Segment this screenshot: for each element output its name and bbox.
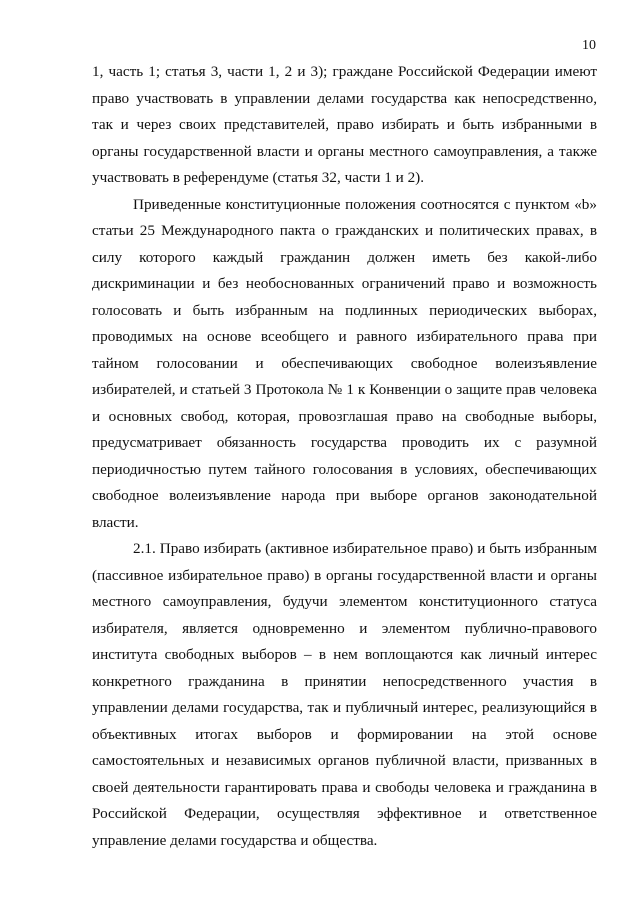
paragraph-3 xyxy=(92,536,597,854)
text-line: избирателей, и статьей 3 Протокола № 1 к Конвенции о защите прав человека xyxy=(92,381,597,398)
paragraph-2 xyxy=(92,192,597,537)
text-line: управление делами государства и общества. xyxy=(92,831,378,849)
text-line: власти. xyxy=(92,513,139,531)
page-number: 10 xyxy=(582,38,596,53)
text-line: конкретного гражданина в принятии непосредственного участия в xyxy=(92,672,597,690)
text-line: так и через своих представителей, право избирать и быть избранными в xyxy=(92,116,597,133)
text-line: право участвовать в управлении делами государства как непосредственно, xyxy=(92,89,597,107)
text-line: периодичностью путем тайного голосования в условиях, обеспечивающих xyxy=(92,460,597,478)
paragraph-1 xyxy=(92,59,597,192)
text-line: самостоятельных и независимых органов публичной власти, призванных в xyxy=(92,752,597,769)
text-line: предусматривает обязанность государства проводить их с разумной xyxy=(92,434,597,451)
text-line: (пассивное избирательное право) в органы государственной власти и органы xyxy=(92,566,597,584)
text-line: участвовать в референдуме (статья 32, части 1 и 2). xyxy=(92,169,425,186)
text-line: 2.1. Право избирать (активное избирательное право) и быть избранным xyxy=(133,540,597,557)
text-line: местного самоуправления, будучи элементом конституционного статуса xyxy=(92,593,597,610)
text-line: и основных свобод, которая, провозглашая право на свободные выборы, xyxy=(92,407,597,425)
text-line: свободное волеизъявление народа при выборе органов законодательной xyxy=(92,487,597,504)
text-line: избирателя, является одновременно и элементом публично-правового xyxy=(92,619,597,637)
text-line: статьи 25 Международного пакта о гражданских и политических правах, в xyxy=(92,222,597,239)
text-line: силу которого каждый гражданин должен иметь без какой-либо xyxy=(92,248,597,266)
text-line: своей деятельности гарантировать права и свободы человека и гражданина в xyxy=(92,778,597,796)
text-line: органы государственной власти и органы местного самоуправления, а также xyxy=(92,142,597,160)
text-line: дискриминации и без необоснованных ограничений право и возможность xyxy=(92,275,597,292)
text-line: тайном голосовании и обеспечивающих свободное волеизъявление xyxy=(92,354,597,372)
text-line: управлении делами государства, так и публичный интерес, реализующийся в xyxy=(92,699,597,716)
text-line: голосовать и быть избранным на подлинных периодических выборах, xyxy=(92,301,597,319)
text-line: 1, часть 1; статья 3, части 1, 2 и 3); граждане Российской Федерации имеют xyxy=(92,63,597,80)
document-body xyxy=(92,59,597,854)
text-line: Российской Федерации, осуществляя эффективное и ответственное xyxy=(92,805,597,822)
text-line: объективных итогах выборов и формировании на этой основе xyxy=(92,725,597,743)
text-line: Приведенные конституционные положения соотносятся с пунктом «b» xyxy=(133,195,597,213)
text-line: института свободных выборов – в нем воплощаются как личный интерес xyxy=(92,646,597,663)
text-line: проводимых на основе всеобщего и равного избирательного права при xyxy=(92,328,597,345)
